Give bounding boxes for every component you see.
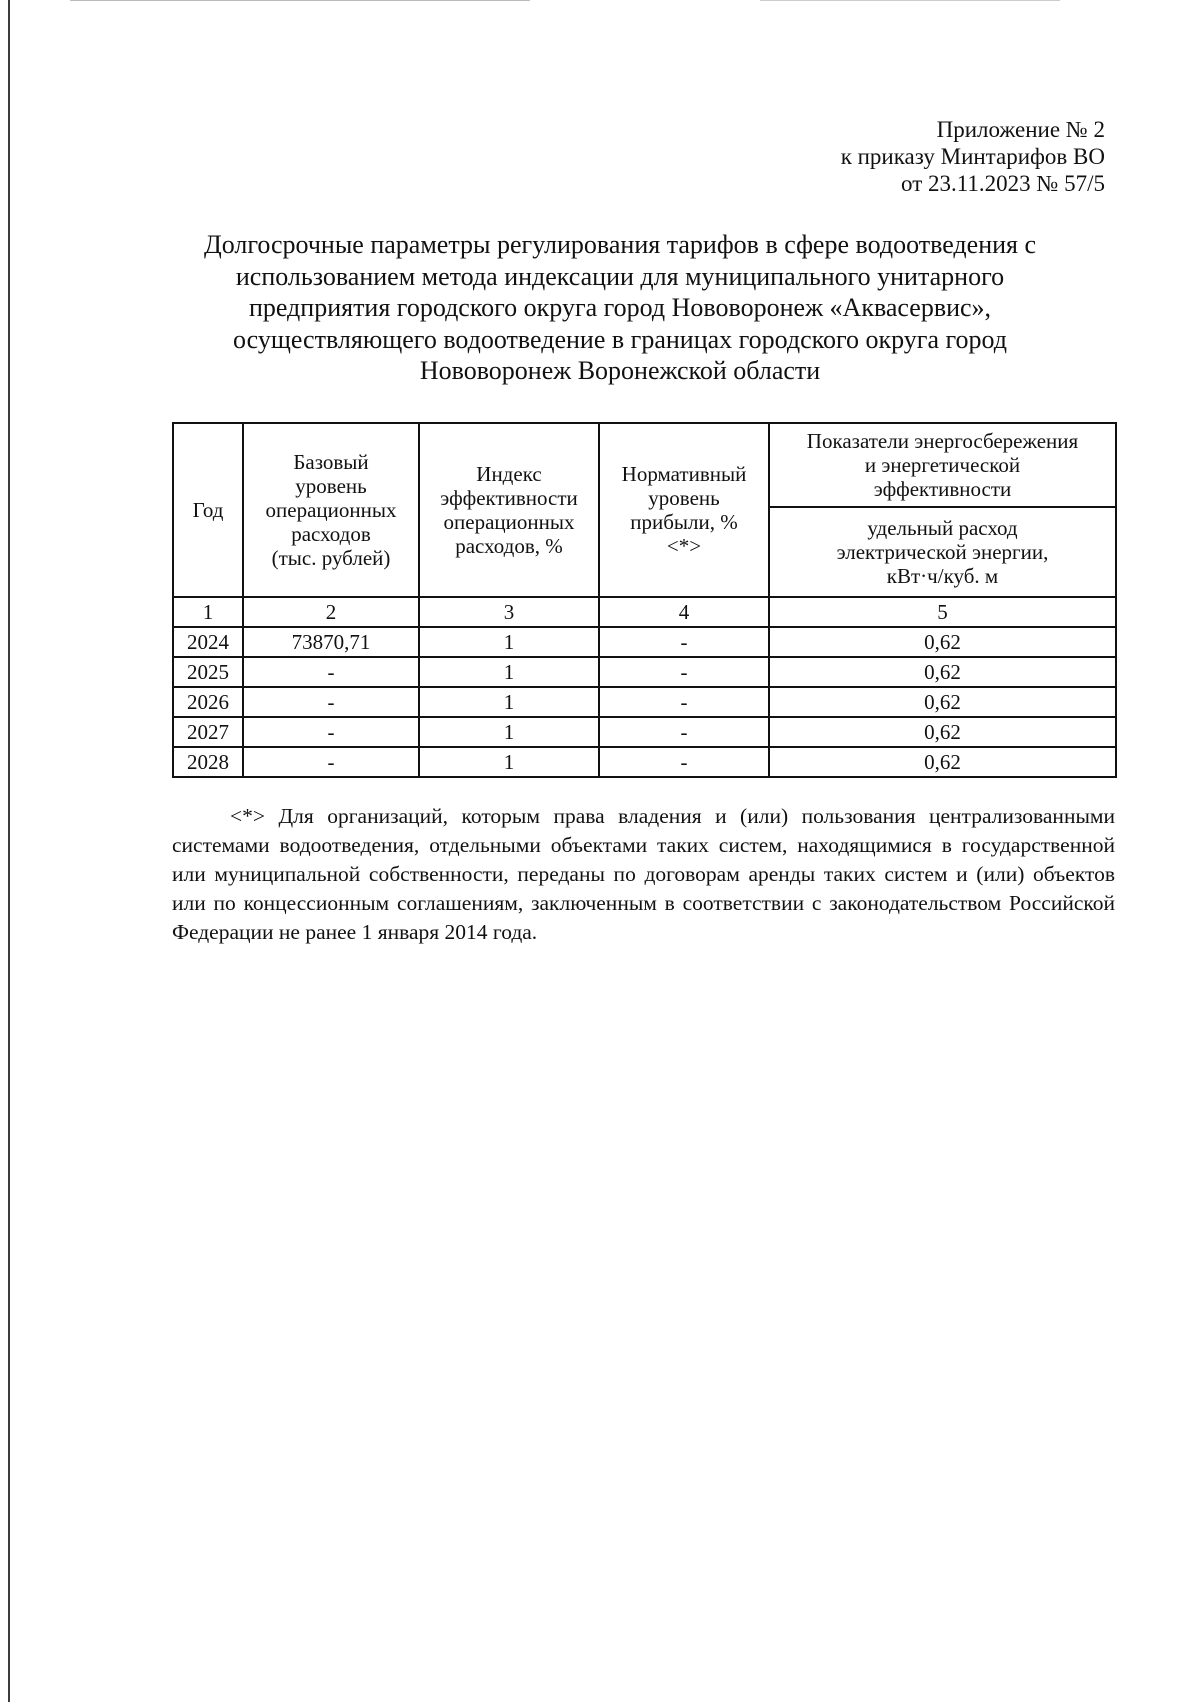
cell-year: 2025 bbox=[173, 657, 243, 687]
cell-base-level: 73870,71 bbox=[243, 627, 419, 657]
cell-profit-level: - bbox=[599, 747, 769, 777]
title-line: Нововоронеж Воронежской области bbox=[419, 356, 821, 385]
header-energy-consumption: удельный расход электрической энергии, кВт·ч/куб. м bbox=[769, 507, 1116, 597]
title-line: предприятия городского округа город Нововоронеж «Аквасервис», bbox=[248, 293, 992, 322]
title-line: использованием метода индексации для муниципального унитарного bbox=[235, 261, 1005, 291]
scan-edge-top bbox=[760, 0, 1060, 1]
cell-energy-consumption: 0,62 bbox=[769, 747, 1116, 777]
header-base-level: Базовый уровень операционных расходов (тыс. рублей) bbox=[243, 423, 419, 597]
cell-base-level: - bbox=[243, 747, 419, 777]
cell-base-level: - bbox=[243, 687, 419, 717]
cell-efficiency-index: 1 bbox=[419, 747, 599, 777]
cell-profit-level: - bbox=[599, 687, 769, 717]
scan-edge bbox=[8, 0, 10, 1702]
cell-efficiency-index: 1 bbox=[419, 717, 599, 747]
column-numbers-row bbox=[173, 597, 1116, 627]
table-row bbox=[173, 657, 1116, 687]
column-number: 1 bbox=[173, 597, 243, 627]
cell-efficiency-index: 1 bbox=[419, 627, 599, 657]
footnote-text: Для организаций, которым права владения и (или) пользования централизованными системами водоотведения, отдельными объектами таких систем, находящимися в государственной или муниципальной собственности, переданы по договорам аренды таких систем и (или) объектов или по концессионным соглашениям, заключенным в соответствии с законодательством Российской Федерации не ранее 1 января 2014 года. bbox=[172, 804, 1116, 944]
title-line: осуществляющего водоотведение в границах городского округа город bbox=[233, 324, 1007, 354]
document-title bbox=[150, 229, 1090, 387]
table-header-row bbox=[173, 423, 1116, 507]
parameters-table bbox=[172, 422, 1117, 778]
cell-year: 2027 bbox=[173, 717, 243, 747]
table-row bbox=[173, 627, 1116, 657]
footnote bbox=[172, 802, 1115, 947]
cell-energy-consumption: 0,62 bbox=[769, 717, 1116, 747]
cell-energy-consumption: 0,62 bbox=[769, 627, 1116, 657]
cell-energy-consumption: 0,62 bbox=[769, 657, 1116, 687]
cell-base-level: - bbox=[243, 717, 419, 747]
header-energy-group: Показатели энергосбережения и энергетической эффективности bbox=[769, 423, 1116, 507]
table-row bbox=[173, 717, 1116, 747]
column-number: 3 bbox=[419, 597, 599, 627]
cell-year: 2026 bbox=[173, 687, 243, 717]
cell-profit-level: - bbox=[599, 627, 769, 657]
appendix-number: Приложение № 2 bbox=[936, 117, 1105, 142]
title-line: Долгосрочные параметры регулирования тарифов в сфере водоотведения с bbox=[203, 230, 1037, 259]
cell-year: 2028 bbox=[173, 747, 243, 777]
cell-profit-level: - bbox=[599, 657, 769, 687]
appendix-order: к приказу Минтарифов ВО bbox=[840, 144, 1105, 169]
header-profit-level: Нормативный уровень прибыли, % <*> bbox=[599, 423, 769, 597]
footnote-marker: <*> bbox=[230, 804, 266, 828]
cell-efficiency-index: 1 bbox=[419, 657, 599, 687]
column-number: 2 bbox=[243, 597, 419, 627]
column-number: 5 bbox=[769, 597, 1116, 627]
appendix-reference bbox=[841, 116, 1105, 197]
cell-energy-consumption: 0,62 bbox=[769, 687, 1116, 717]
cell-base-level: - bbox=[243, 657, 419, 687]
header-year: Год bbox=[173, 423, 243, 597]
table-row bbox=[173, 747, 1116, 777]
column-number: 4 bbox=[599, 597, 769, 627]
cell-profit-level: - bbox=[599, 717, 769, 747]
header-efficiency-index: Индекс эффективности операционных расходов, % bbox=[419, 423, 599, 597]
cell-year: 2024 bbox=[173, 627, 243, 657]
scan-edge-top bbox=[70, 0, 530, 1]
appendix-date: от 23.11.2023 № 57/5 bbox=[901, 171, 1105, 196]
table-row bbox=[173, 687, 1116, 717]
cell-efficiency-index: 1 bbox=[419, 687, 599, 717]
